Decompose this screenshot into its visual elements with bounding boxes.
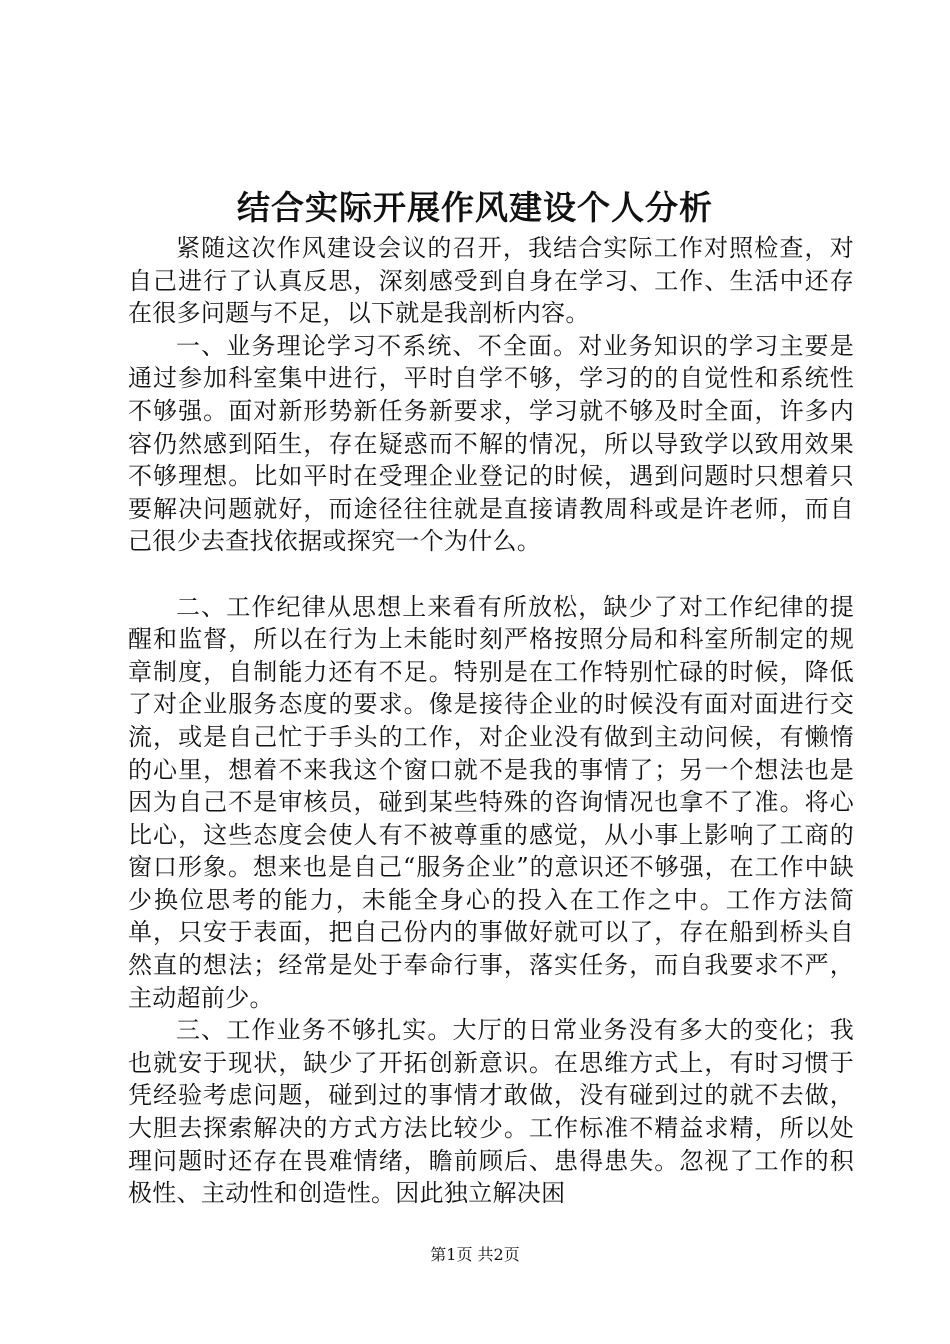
paragraph-section-3: 三、工作业务不够扎实。大厅的日常业务没有多大的变化；我也就安于现状，缺少了开拓创新意识。在思维方式上，有时习惯于凭经验考虑问题，碰到过的事情才敢做，没有碰到过的就不去做，大胆去探索解决的方式方法比较少。工作标准不精益求精，所以处理问题时还存在畏难情绪，瞻前顾后、患得患失。忽视了工作的积极性、主动性和创造性。因此独立解决困 [128, 1016, 854, 1208]
paragraph-section-1: 一、业务理论学习不系统、不全面。对业务知识的学习主要是通过参加科室集中进行，平时自学不够，学习的的自觉性和系统性不够强。面对新形势新任务新要求，学习就不够及时全面，许多内容仍然感到陌生，存在疑惑而不解的情况，所以导致学以致用效果不够理想。比如平时在受理企业登记的时候，遇到问题时只想着只要解决问题就好，而途径往往就是直接请教周科或是许老师，而自己很少去查找依据或探究一个为什么。 [128, 331, 854, 556]
paragraph-section-2: 二、工作纪律从思想上来看有所放松，缺少了对工作纪律的提醒和监督，所以在行为上未能时刻严格按照分局和科室所制定的规章制度，自制能力还有不足。特别是在工作特别忙碌的时候，降低了对企业服务态度的要求。像是接待企业的时候没有面对面进行交流，或是自己忙于手头的工作，对企业没有做到主动问候，有懒惰的心里，想着不来我这个窗口就不是我的事情了；另一个想法也是因为自己不是审核员，碰到某些特殊的咨询情况也拿不了准。将心比心，这些态度会使人有不被尊重的感觉，从小事上影响了工商的窗口形象。想来也是自己“服务企业”的意识还不够强，在工作中缺少换位思考的能力，未能全身心的投入在工作之中。工作方法简单，只安于表面，把自己份内的事做好就可以了，存在船到桥头自然直的想法；经常是处于奉命行事，落实任务，而自我要求不严，主动超前少。 [128, 592, 854, 1012]
paragraph-intro: 紧随这次作风建设会议的召开，我结合实际工作对照检查，对自己进行了认真反思，深刻感受到自身在学习、工作、生活中还存在很多问题与不足，以下就是我剖析内容。 [128, 234, 854, 328]
page-number-indicator: 第1页 共2页 [430, 1245, 520, 1264]
document-title: 结合实际开展作风建设个人分析 [237, 188, 713, 227]
document-body [128, 232, 854, 1210]
page-footer [0, 1244, 950, 1266]
